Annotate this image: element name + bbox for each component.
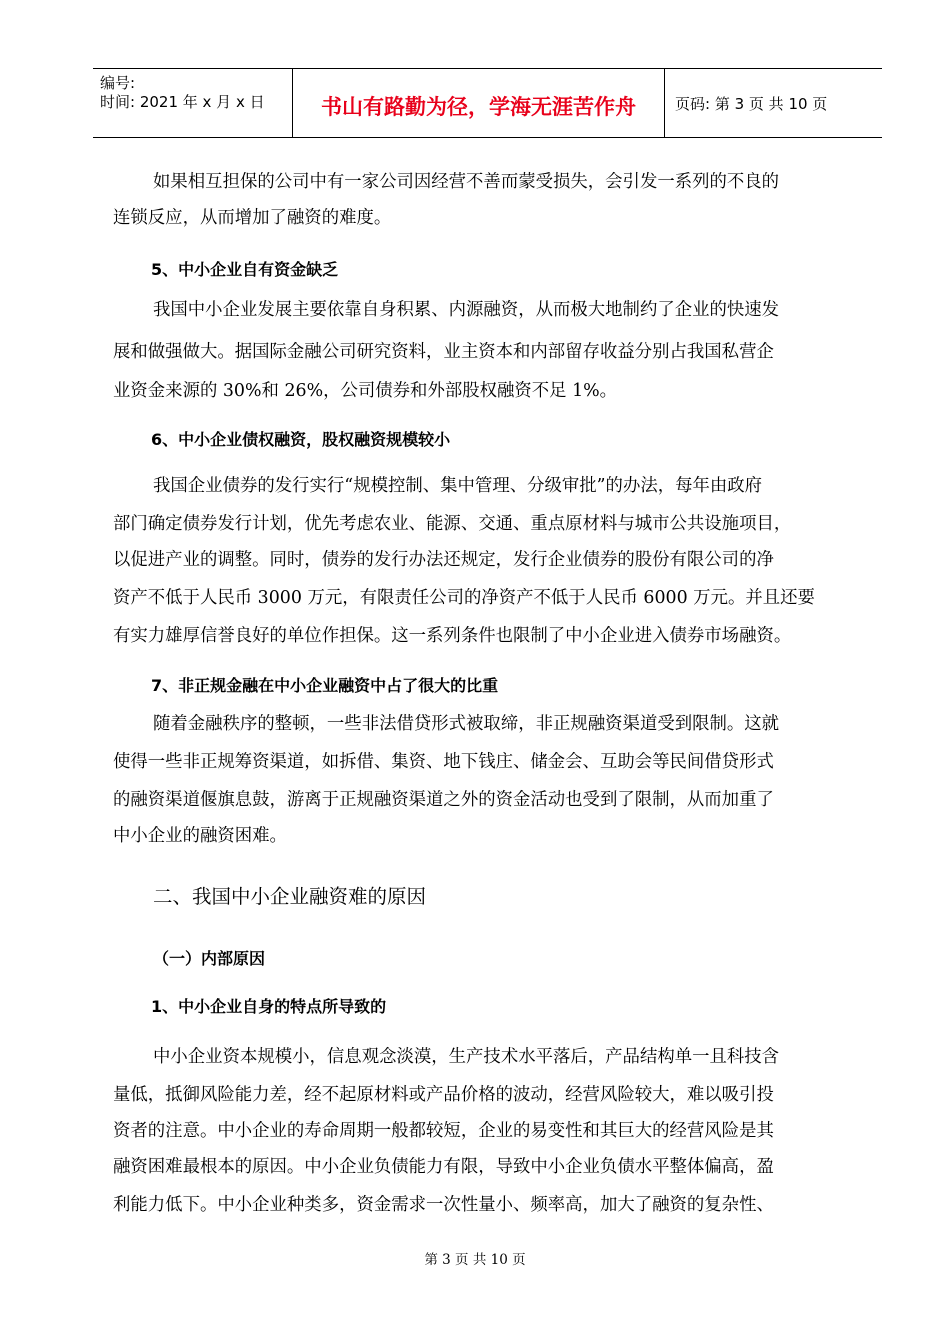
paragraph-line: 展和做强做大。据国际金融公司研究资料，业主资本和内部留存收益分别占我国私营企 bbox=[113, 342, 774, 362]
paragraph-line: 中小企业的融资困难。 bbox=[113, 826, 287, 846]
paragraph-line: 我国企业债券的发行实行“规模控制、集中管理、分级审批”的办法，每年由政府 bbox=[153, 476, 763, 496]
header-page-cell bbox=[665, 69, 882, 137]
paragraph-line: 利能力低下。中小企业种类多，资金需求一次性量小、频率高，加大了融资的复杂性、 bbox=[113, 1195, 774, 1215]
paragraph-line: 以促进产业的调整。同时，债券的发行办法还规定，发行企业债券的股份有限公司的净 bbox=[113, 550, 774, 570]
page-footer: 第 3 页 共 10 页 bbox=[424, 1252, 526, 1268]
paragraph-line: 资产不低于人民币 3000 万元，有限责任公司的净资产不低于人民币 6000 万元。并且还要 bbox=[113, 588, 815, 608]
paragraph-line: 使得一些非正规筹资渠道，如拆借、集资、地下钱庄、储金会、互助会等民间借贷形式 bbox=[113, 752, 774, 772]
section-heading: 1、中小企业自身的特点所导致的 bbox=[151, 997, 387, 1016]
header-page-number: 页码: 第 3 页 共 10 页 bbox=[675, 95, 828, 113]
paragraph-line: 连锁反应，从而增加了融资的难度。 bbox=[113, 208, 392, 228]
section-heading: 6、中小企业债权融资，股权融资规模较小 bbox=[151, 430, 451, 449]
header-motto: 书山有路勤为径，学海无涯苦作舟 bbox=[321, 95, 636, 119]
paragraph-line: 中小企业资本规模小，信息观念淡漠，生产技术水平落后，产品结构单一且科技含 bbox=[153, 1047, 780, 1067]
paragraph-line: 随着金融秩序的整顿，一些非法借贷形式被取缔，非正规融资渠道受到限制。这就 bbox=[153, 714, 780, 734]
document-time-label: 时间: 2021 年 x 月 x 日 bbox=[100, 93, 265, 111]
header-motto-cell bbox=[293, 69, 665, 137]
paragraph-line: 我国中小企业发展主要依靠自身积累、内源融资，从而极大地制约了企业的快速发 bbox=[153, 300, 780, 320]
paragraph-line: 有实力雄厚信誉良好的单位作担保。这一系列条件也限制了中小企业进入债券市场融资。 bbox=[113, 626, 792, 646]
paragraph-line: 量低，抵御风险能力差，经不起原材料或产品价格的波动，经营风险较大，难以吸引投 bbox=[113, 1085, 774, 1105]
subsection-heading: （一）内部原因 bbox=[153, 949, 266, 968]
header-meta-cell bbox=[93, 69, 293, 137]
paragraph-line: 如果相互担保的公司中有一家公司因经营不善而蒙受损失，会引发一系列的不良的 bbox=[153, 172, 780, 192]
section-heading: 7、非正规金融在中小企业融资中占了很大的比重 bbox=[151, 676, 499, 695]
page-header bbox=[93, 68, 882, 138]
chapter-heading: 二、我国中小企业融资难的原因 bbox=[153, 885, 427, 908]
section-heading: 5、中小企业自有资金缺乏 bbox=[151, 260, 339, 279]
paragraph-line: 部门确定债券发行计划，优先考虑农业、能源、交通、重点原材料与城市公共设施项目， bbox=[113, 514, 792, 534]
paragraph-line: 业资金来源的 30%和 26%，公司债券和外部股权融资不足 1%。 bbox=[113, 381, 618, 401]
paragraph-line: 融资困难最根本的原因。中小企业负债能力有限，导致中小企业负债水平整体偏高，盈 bbox=[113, 1157, 774, 1177]
paragraph-line: 的融资渠道偃旗息鼓，游离于正规融资渠道之外的资金活动也受到了限制，从而加重了 bbox=[113, 790, 774, 810]
document-number-label: 编号: bbox=[100, 74, 136, 92]
paragraph-line: 资者的注意。中小企业的寿命周期一般都较短，企业的易变性和其巨大的经营风险是其 bbox=[113, 1121, 774, 1141]
